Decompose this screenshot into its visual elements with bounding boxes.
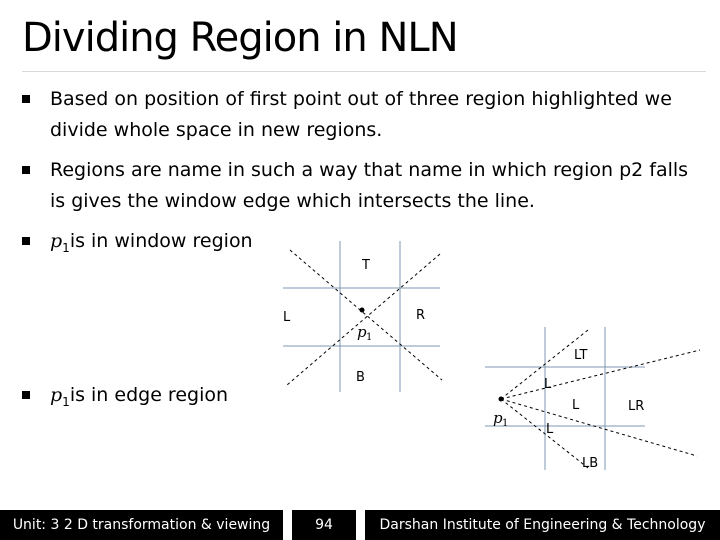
p1-point <box>360 308 365 313</box>
window-region-diagram <box>283 241 442 392</box>
p1-point-label: p <box>493 409 503 427</box>
p1-variable: p <box>50 230 63 252</box>
footer-unit-label: Unit: 3 2 D transformation & viewing <box>0 510 283 540</box>
footer-page-number: 94 <box>292 510 356 540</box>
region-label-bottom: B <box>356 370 365 385</box>
p1-variable: p <box>50 384 63 406</box>
bullet-1-line-2: divide whole space in new regions. <box>50 119 383 141</box>
region-boundary-line <box>501 350 700 399</box>
region-label-lb: LB <box>582 456 599 471</box>
region-label-top: T <box>362 258 370 273</box>
region-label-l-middle: L <box>572 398 580 413</box>
p1-point-subscript: 1 <box>502 418 509 429</box>
region-boundary-line <box>501 399 697 456</box>
p1-point-subscript: 1 <box>366 332 373 343</box>
bullet-2-line-2: is gives the window edge which intersects the line. <box>50 190 535 212</box>
slide-title: Dividing Region in NLN <box>22 15 458 61</box>
region-label-right: R <box>416 308 426 323</box>
p1-subscript: 1 <box>62 394 70 409</box>
p1-point <box>499 397 504 402</box>
edge-region-text: is in edge region <box>69 384 229 406</box>
window-region-text: is in window region <box>69 230 253 252</box>
p1-point-label: p <box>357 323 367 341</box>
region-label-l-upper: L <box>544 377 552 392</box>
region-label-left: L <box>283 310 291 325</box>
region-label-lt: LT <box>574 348 588 363</box>
footer-institute-name: Darshan Institute of Engineering & Technology <box>365 510 720 540</box>
bullet-1-line-1: Based on position of first point out of three region highlighted we <box>50 88 672 110</box>
region-label-lr: LR <box>628 399 645 414</box>
region-label-l-lower: L <box>546 422 554 437</box>
p1-subscript: 1 <box>62 240 70 255</box>
bullet-2-line-1: Regions are name in such a way that name in which region p2 falls <box>50 159 689 181</box>
edge-region-diagram <box>485 327 700 471</box>
